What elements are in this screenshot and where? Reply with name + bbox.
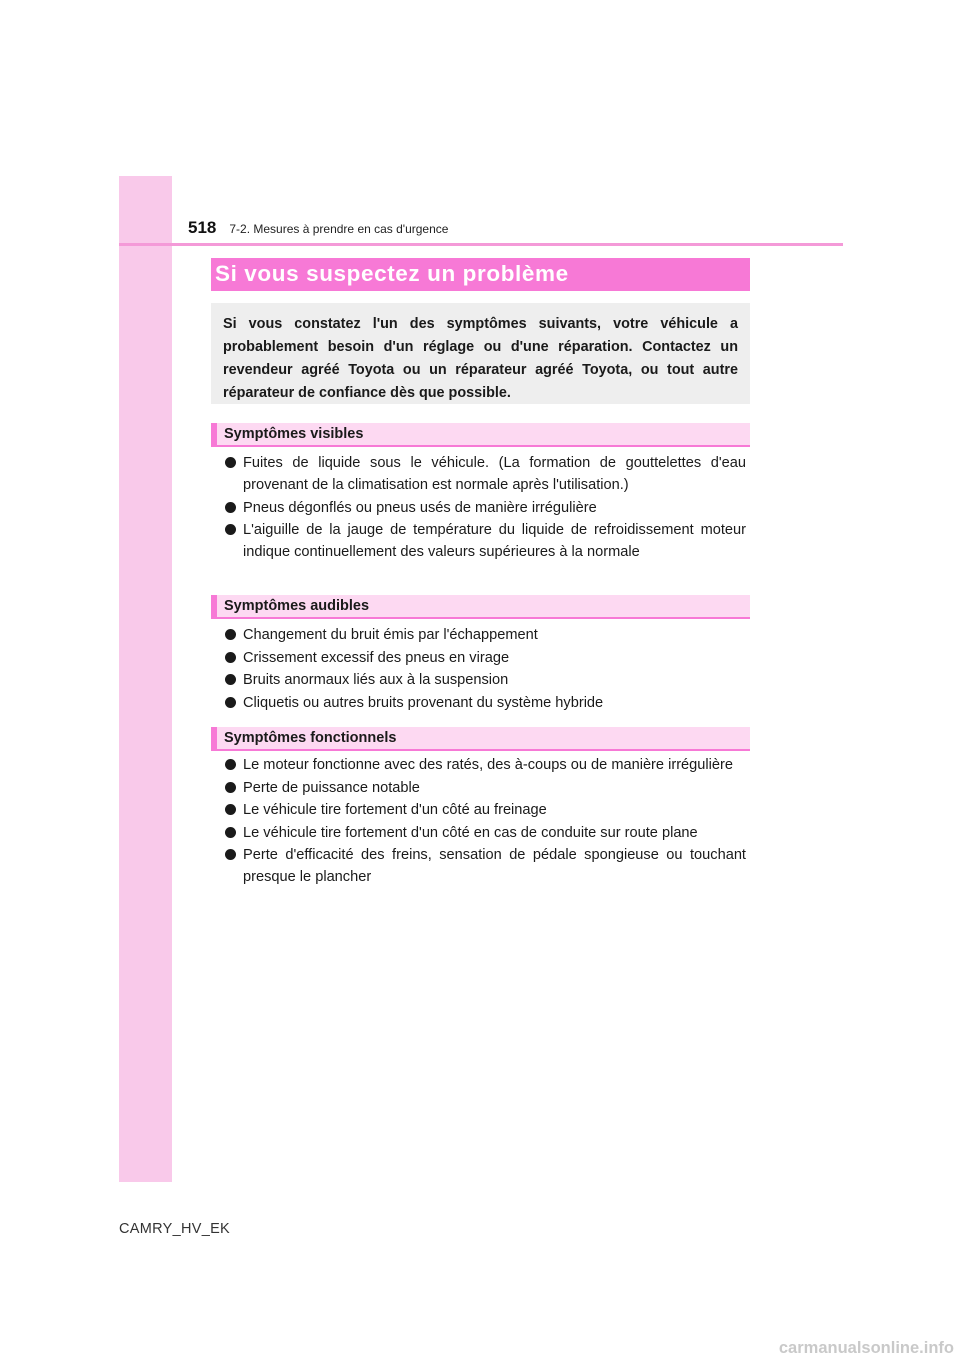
- list-item-text: Le moteur fonctionne avec des ratés, des à-coups ou de manière irrégulière: [243, 757, 733, 773]
- intro-text: Si vous constatez l'un des symptômes suivants, votre véhicule a probablement besoin d'un réglage ou d'une réparation. Contactez un revendeur agréé Toyota ou un réparateur agréé Toyota, ou tout autre réparateur de confiance dès que possible.: [223, 316, 738, 401]
- bullet-icon: [225, 804, 236, 815]
- bullet-icon: [225, 524, 236, 535]
- list-item-text: Le véhicule tire fortement d'un côté au freinage: [243, 802, 547, 818]
- bullet-icon: [225, 849, 236, 860]
- page-header: [188, 218, 448, 240]
- list-item-text: Fuites de liquide sous le véhicule. (La formation de gouttelettes d'eau provenant de la climatisation est normale après l'utilisation.): [243, 455, 746, 493]
- audible-symptoms-list: [225, 624, 746, 714]
- functional-symptoms-list: [225, 754, 746, 889]
- section-heading-functional: [211, 727, 750, 751]
- bullet-icon: [225, 759, 236, 770]
- page-title: Si vous suspectez un problème: [215, 261, 569, 286]
- list-item-text: Bruits anormaux liés aux à la suspension: [243, 672, 509, 688]
- main-title-bar: [211, 258, 750, 291]
- section-path: 7-2. Mesures à prendre en cas d'urgence: [229, 222, 449, 236]
- section-heading-label: Symptômes fonctionnels: [224, 730, 397, 746]
- list-item-text: Crissement excessif des pneus en virage: [243, 649, 510, 666]
- list-item: [225, 624, 746, 646]
- bullet-icon: [225, 827, 236, 838]
- list-item-text: Cliquetis ou autres bruits provenant du système hybride: [243, 694, 604, 711]
- list-item: [225, 669, 746, 691]
- bullet-icon: [225, 629, 236, 640]
- list-item-text: Perte d'efficacité des freins, sensation de pédale spongieuse ou touchant presque le plancher: [243, 847, 746, 885]
- list-item: [225, 519, 746, 563]
- header-divider: [119, 243, 843, 246]
- list-item-text: Changement du bruit émis par l'échappement: [243, 627, 538, 643]
- list-item: [225, 647, 746, 669]
- bullet-icon: [225, 674, 236, 685]
- intro-box: [211, 303, 750, 404]
- watermark-site: carmanualsonline.info: [778, 1339, 954, 1357]
- list-item: [225, 452, 746, 496]
- list-item: [225, 799, 746, 821]
- list-item-text: Le véhicule tire fortement d'un côté en cas de conduite sur route plane: [243, 824, 698, 841]
- list-item: [225, 692, 746, 714]
- list-item: [225, 754, 746, 776]
- bullet-icon: [225, 457, 236, 468]
- section-heading-label: Symptômes audibles: [224, 598, 370, 614]
- list-item-text: L'aiguille de la jauge de température du liquide de refroidissement moteur indique continuellement des valeurs supérieures à la normale: [243, 522, 746, 560]
- list-item-text: Pneus dégonflés ou pneus usés de manière irrégulière: [243, 499, 597, 516]
- section-heading-visible: [211, 423, 750, 447]
- model-code: CAMRY_HV_EK: [119, 1221, 231, 1237]
- bullet-icon: [225, 502, 236, 513]
- list-item: [225, 777, 746, 799]
- section-heading-label: Symptômes visibles: [224, 426, 364, 442]
- side-strip: [119, 176, 172, 1182]
- visible-symptoms-list: [225, 452, 746, 564]
- list-item: [225, 822, 746, 844]
- page-number: 518: [188, 218, 217, 237]
- list-item-text: Perte de puissance notable: [243, 779, 420, 796]
- bullet-icon: [225, 697, 236, 708]
- section-heading-audible: [211, 595, 750, 619]
- list-item: [225, 497, 746, 519]
- list-item: [225, 844, 746, 888]
- bullet-icon: [225, 782, 236, 793]
- bullet-icon: [225, 652, 236, 663]
